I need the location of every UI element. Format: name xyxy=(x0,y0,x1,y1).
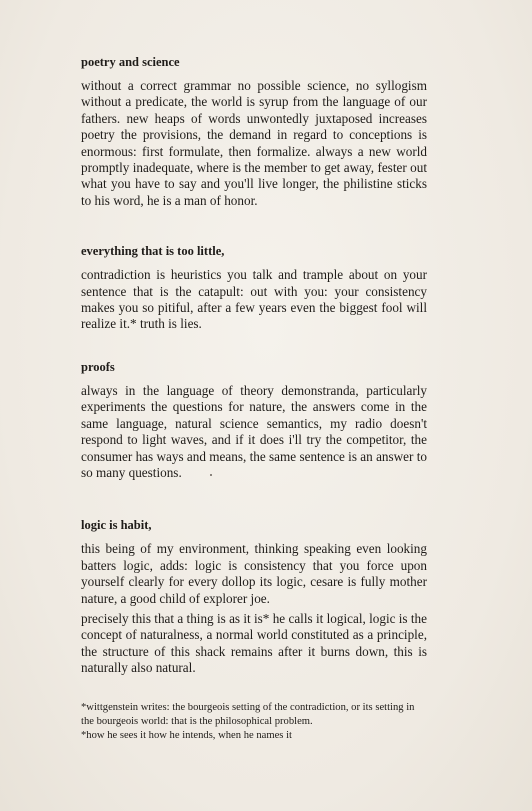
section-paragraph: contradiction is heuristics you talk and trample about on your sentence that is the catapult: out with you: your consistency makes you so pitiful, after a few years even the biggest fool will realize it.* truth is lies. xyxy=(81,267,427,332)
section-heading: everything that is too little, xyxy=(81,244,225,259)
section-heading: poetry and science xyxy=(81,55,180,69)
section-paragraph: always in the language of theory demonstranda, particularly experiments the questions for nature, the answers come in the same language, natural science semantics, my radio doesn't respond to light waves, and if it does i'll try the competitor, the consumer has ways and means, the same sentence is an answer to so many questions. xyxy=(81,382,427,480)
section-everything-too-little xyxy=(81,243,427,333)
section-heading: logic is habit, xyxy=(81,518,152,533)
section-poetry-and-science xyxy=(81,54,427,209)
footnote: *how he sees it how he intends, when he names it xyxy=(81,729,292,741)
section-paragraph: without a correct grammar no possible science, no syllogism without a predicate, the world is syrup from the language of our fathers. new heaps of words unwontedly juxtaposed increases poetry the provisions, the demand in regard to conceptions is enormous: first formulate, then formalize. always a new world promptly inadequate, where is the member to get away, fester out what you have to say and you'll live longer, the philistine sticks to his word, he is a man of honor. xyxy=(81,78,427,208)
footnotes xyxy=(81,701,427,743)
ink-speck xyxy=(210,474,212,476)
section-heading: proofs xyxy=(81,359,115,374)
section-paragraph: this being of my environment, thinking speaking even looking batters logic, adds: logic is consistency that you force upon yourself clearly for every dollop its logic, cesare is fully mother nature, a good child of explorer joe. xyxy=(81,541,427,606)
footnote: *wittgenstein writes: the bourgeois setting of the contradiction, or its setting in the bourgeois world: that is the philosophical problem. xyxy=(81,701,415,727)
section-proofs xyxy=(81,359,427,481)
page-content xyxy=(81,54,427,743)
section-logic-is-habit xyxy=(81,517,427,676)
section-paragraph: precisely this that a thing is as it is* he calls it logical, logic is the concept of naturalness, a normal world constituted as a principle, the structure of this shack remains after it burns down, this is naturally also natural. xyxy=(81,610,427,676)
